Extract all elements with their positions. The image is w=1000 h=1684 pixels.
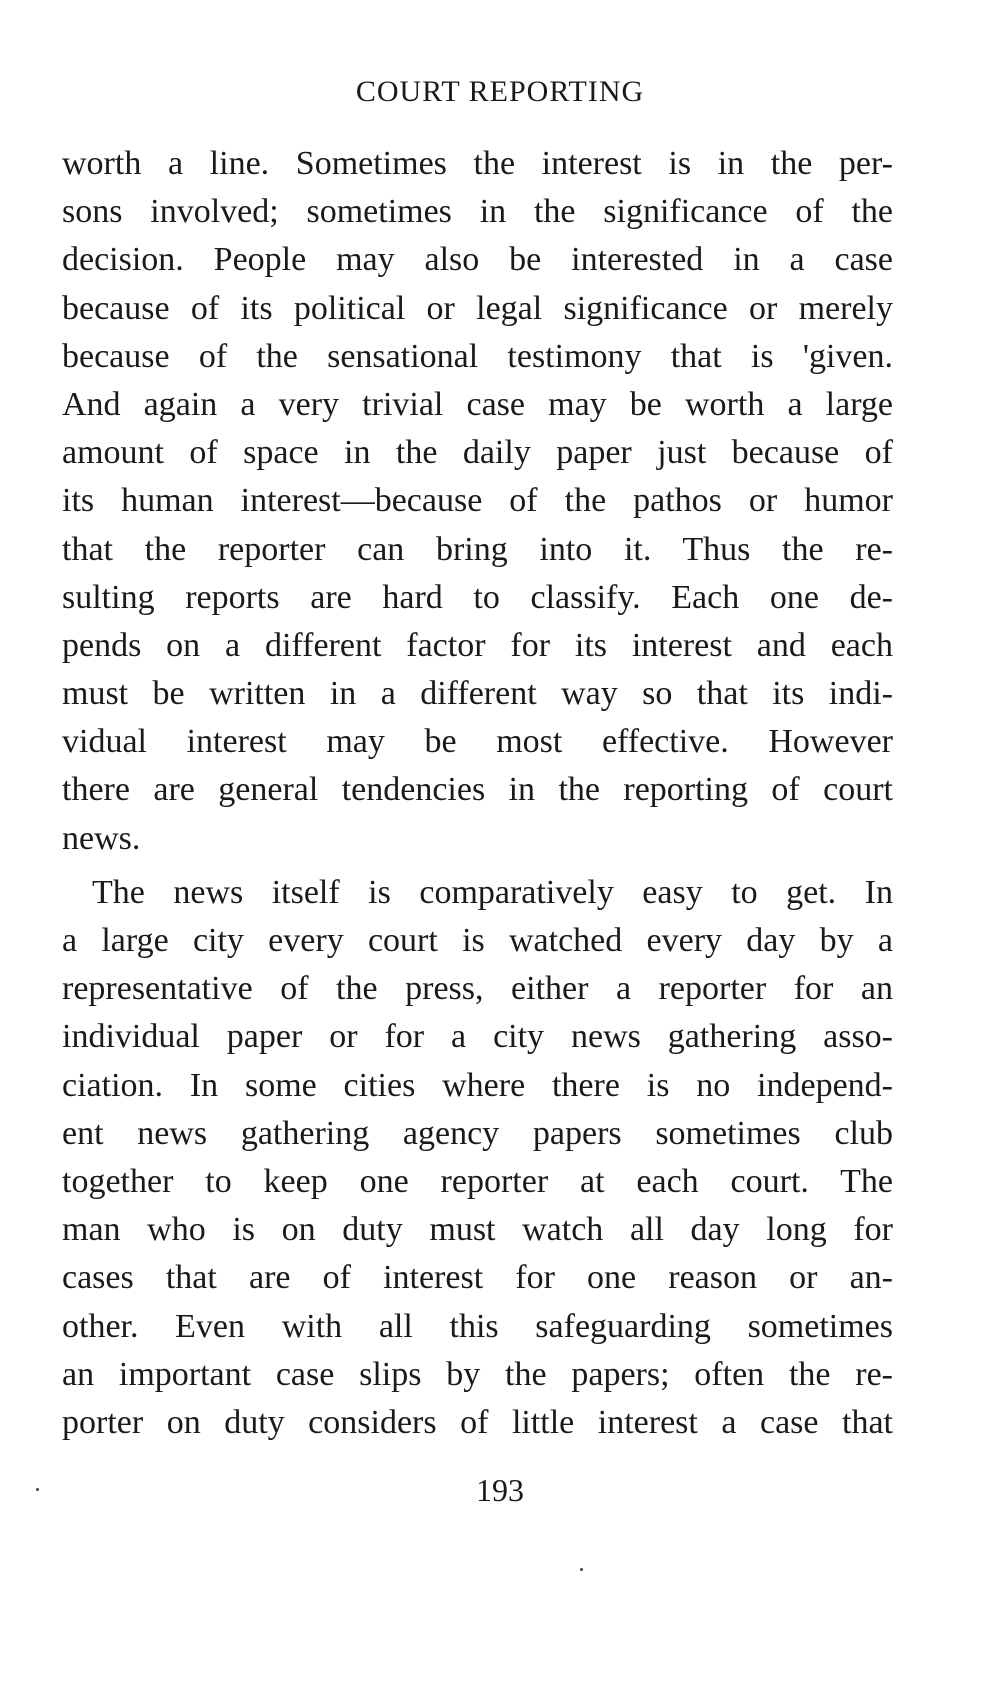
text-line: worth a line. Sometimes the interest is in the per- bbox=[62, 145, 893, 182]
text-line: other. Even with all this safeguarding sometimes bbox=[62, 1307, 893, 1345]
text-line: its human interest—because of the pathos or humor bbox=[62, 482, 893, 520]
text-line: ent news gathering agency papers sometimes club bbox=[62, 1114, 893, 1152]
body-text bbox=[62, 140, 893, 1447]
text-line: that the reporter can bring into it. Thus the re- bbox=[62, 530, 893, 568]
text-line: must be written in a different way so that its indi- bbox=[62, 675, 893, 713]
paragraph-1 bbox=[62, 140, 893, 863]
text-line: because of its political or legal significance or merely bbox=[62, 289, 893, 327]
text-line: decision. People may also be interested in a case bbox=[62, 241, 893, 279]
text-line: cases that are of interest for one reason or an- bbox=[62, 1259, 893, 1297]
text-line: pends on a different factor for its interest and each bbox=[62, 626, 893, 664]
text-line: The news itself is comparatively easy to get. In bbox=[92, 873, 893, 911]
text-line: an important case slips by the papers; often the re- bbox=[62, 1355, 893, 1393]
text-line: porter on duty considers of little interest a case that bbox=[62, 1403, 893, 1441]
page-number: 193 bbox=[476, 1472, 524, 1508]
text-line: And again a very trivial case may be worth a large bbox=[62, 385, 893, 423]
text-line: sulting reports are hard to classify. Each one de- bbox=[62, 578, 893, 616]
text-line: individual paper or for a city news gathering asso- bbox=[62, 1018, 893, 1056]
text-line: together to keep one reporter at each court. The bbox=[62, 1162, 893, 1200]
running-head: COURT REPORTING bbox=[355, 75, 645, 108]
text-line: sons involved; sometimes in the significance of the bbox=[62, 193, 893, 231]
paragraph-2 bbox=[62, 869, 893, 1447]
print-speck bbox=[36, 1488, 39, 1491]
text-line: representative of the press, either a reporter for an bbox=[62, 970, 893, 1008]
text-line: because of the sensational testimony that is 'given. bbox=[62, 337, 893, 375]
text-line: vidual interest may be most effective. However bbox=[62, 723, 893, 761]
text-line: ciation. In some cities where there is no independ- bbox=[62, 1066, 893, 1104]
text-line: man who is on duty must watch all day long for bbox=[62, 1211, 893, 1249]
text-line: there are general tendencies in the reporting of court bbox=[62, 771, 893, 809]
text-line: amount of space in the daily paper just because of bbox=[62, 434, 893, 472]
text-line: news. bbox=[62, 819, 141, 857]
text-line: a large city every court is watched every day by a bbox=[62, 922, 893, 959]
print-speck bbox=[580, 1568, 583, 1571]
